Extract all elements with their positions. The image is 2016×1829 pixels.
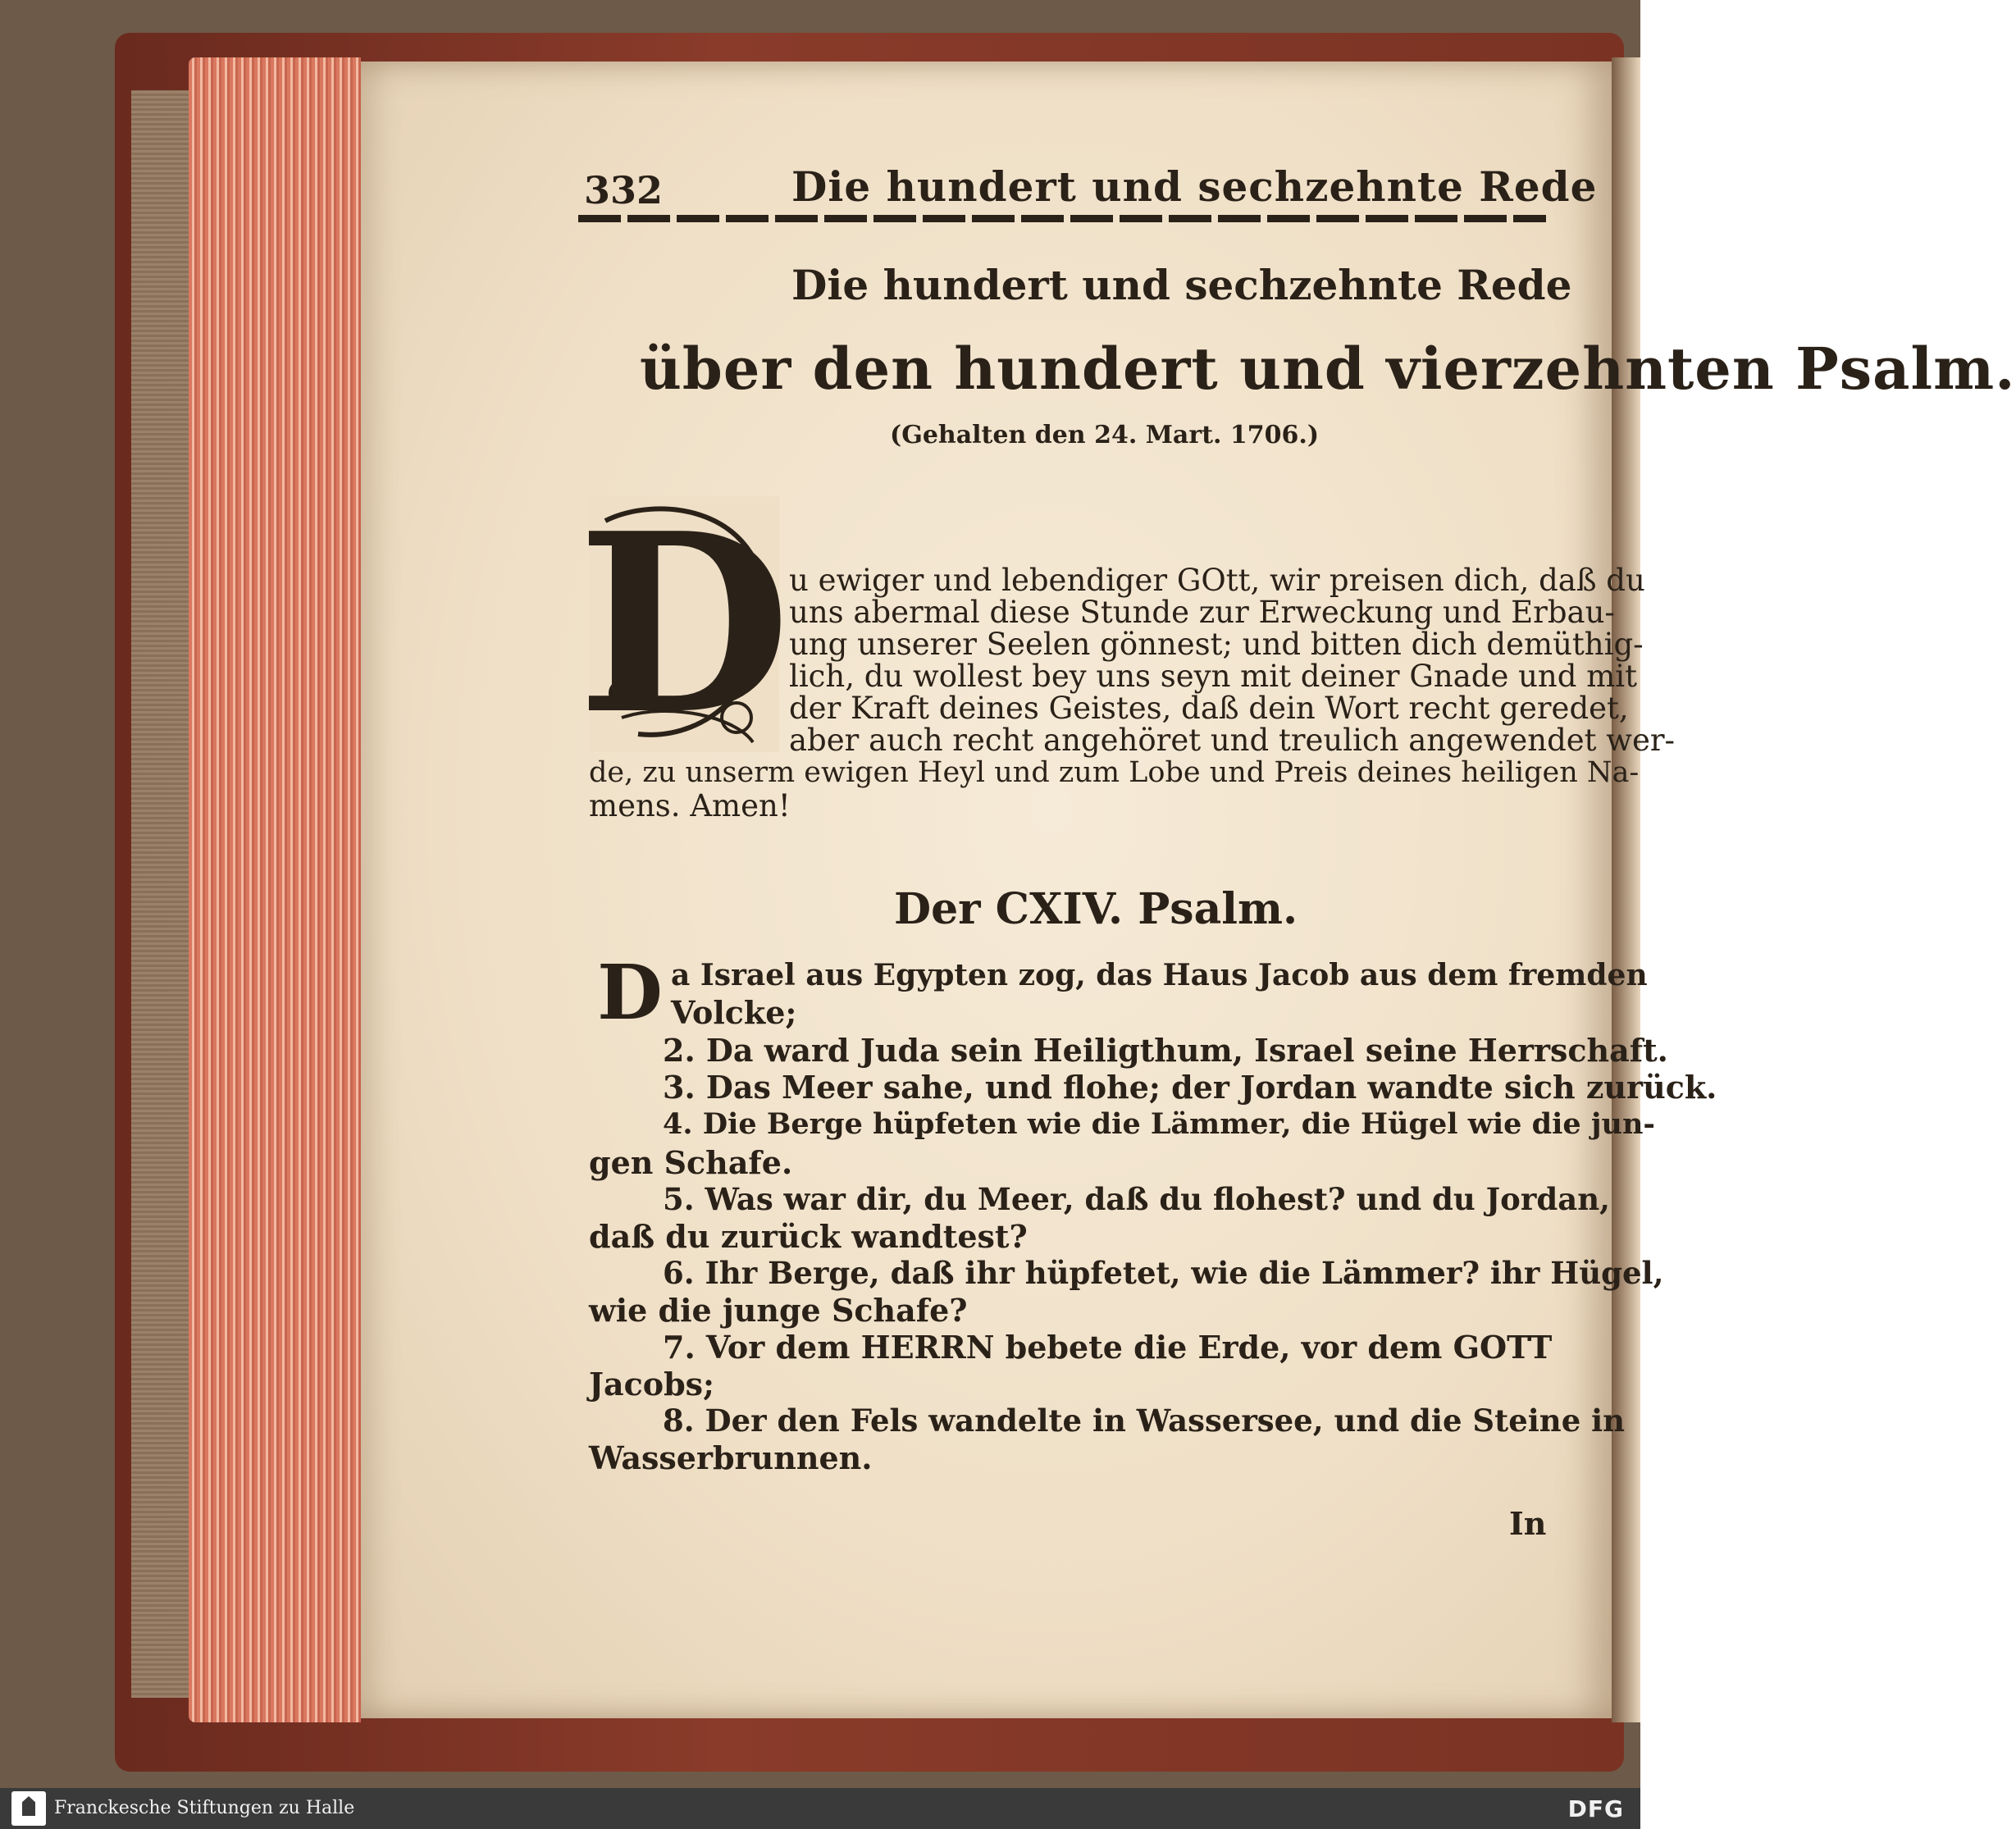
psalm-line: 7. Vor dem HERRN bebete die Erde, vor dem GOTT — [663, 1329, 1553, 1366]
psalm-line: daß du zurück wandtest? — [589, 1218, 1028, 1255]
psalm-line: a Israel aus Egypten zog, das Haus Jacob aus dem fremden — [671, 958, 1648, 992]
psalm-line: 3. Das Meer sahe, und flohe; der Jordan wandte sich zurück. — [663, 1069, 1717, 1106]
prayer-line: uns abermal diese Stunde zur Erweckung und Erbau- — [789, 595, 1615, 630]
dfg-logo[interactable]: DFG — [1567, 1795, 1624, 1822]
psalm-title: Der CXIV. Psalm. — [894, 884, 1298, 934]
sermon-title: Die hundert und sechzehnte Rede — [791, 261, 1572, 309]
page-number: 332 — [584, 168, 664, 212]
date-line: (Gehalten den 24. Mart. 1706.) — [890, 421, 1320, 449]
psalm-line: 2. Da ward Juda sein Heiligthum, Israel seine Herrschaft. — [663, 1032, 1668, 1069]
catchword: In — [1509, 1505, 1547, 1542]
header-rule — [578, 215, 1546, 222]
prayer-line: u ewiger und lebendiger GOtt, wir preisen dich, daß du — [789, 563, 1645, 598]
sermon-subtitle: über den hundert und vierzehnten Psalm. — [640, 335, 2016, 403]
prayer-line: mens. Amen! — [589, 788, 791, 823]
drop-cap-letter: D — [577, 479, 791, 769]
prayer-line: lich, du wollest bey uns seyn mit deiner Gnade und mit — [789, 659, 1637, 694]
viewer-footer — [0, 1788, 1640, 1829]
institution-logo-icon[interactable] — [11, 1791, 46, 1826]
psalm-initial — [589, 948, 671, 1037]
prayer-line: der Kraft deines Geistes, daß dein Wort recht geredet, — [789, 691, 1629, 726]
prayer-line: ung unserer Seelen gönnest; und bitten dich demüthig- — [789, 627, 1644, 662]
psalm-line: Jacobs; — [589, 1366, 715, 1403]
psalm-line: 5. Was war dir, du Meer, daß du flohest? und du Jordan, — [663, 1181, 1610, 1217]
psalm-line: 4. Die Berge hüpfeten wie die Lämmer, die Hügel wie die jun- — [663, 1107, 1655, 1141]
running-head: Die hundert und sechzehnte Rede — [791, 162, 1598, 211]
prayer-line: aber auch recht angehöret und treulich angewendet wer- — [789, 723, 1676, 758]
institution-name[interactable]: Franckesche Stiftungen zu Halle — [54, 1798, 355, 1818]
psalm-line: 6. Ihr Berge, daß ihr hüpfetet, wie die Lämmer? ihr Hügel, — [663, 1255, 1664, 1291]
psalm-line: wie die junge Schafe? — [589, 1292, 968, 1329]
psalm-line: 8. Der den Fels wandelte in Wassersee, und die Steine in — [663, 1403, 1626, 1439]
psalm-line: Volcke; — [671, 994, 797, 1031]
psalm-line: gen Schafe. — [589, 1144, 793, 1181]
drop-cap-initial — [577, 479, 791, 769]
psalm-line: Wasserbrunnen. — [589, 1439, 873, 1476]
prayer-line: de, zu unserm ewigen Heyl und zum Lobe und Preis deines heiligen Na- — [589, 756, 1640, 789]
psalm-initial-letter: D — [597, 948, 663, 1037]
